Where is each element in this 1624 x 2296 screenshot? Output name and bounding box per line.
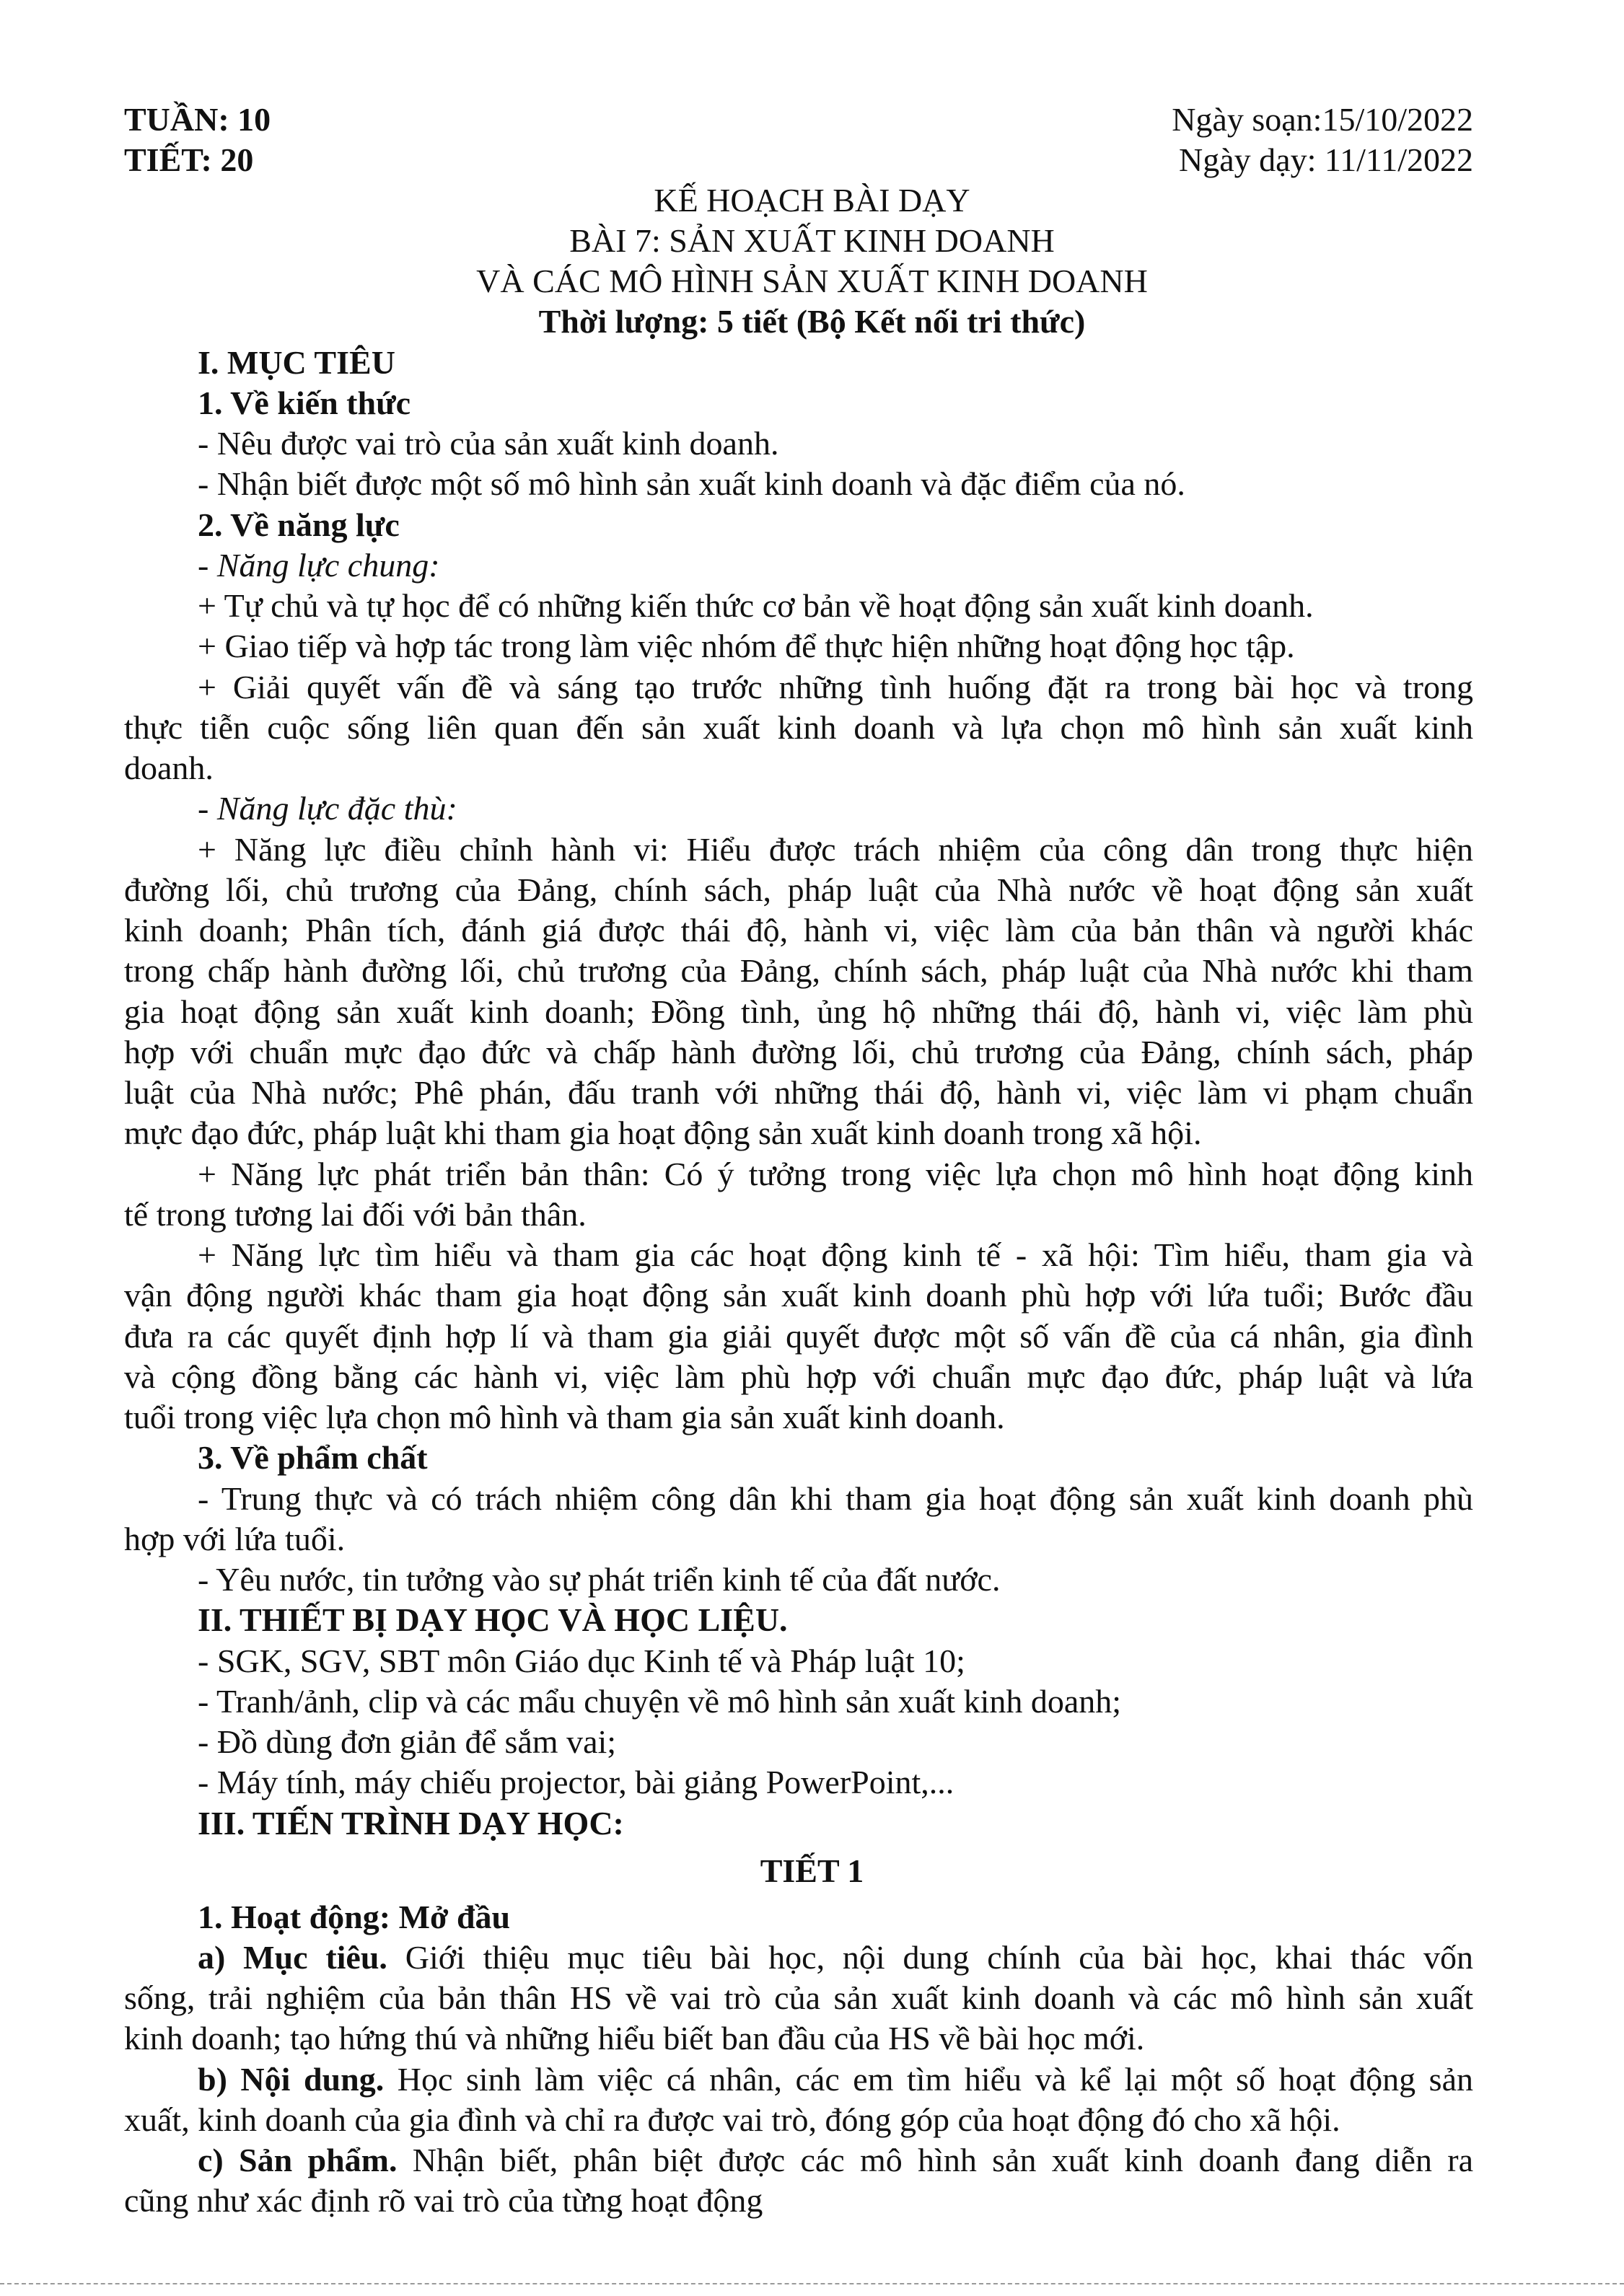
duration: Thời lượng: 5 tiết (Bộ Kết nối tri thức) xyxy=(538,303,1086,340)
paragraph-line: - Đồ dùng đơn giản để sắm vai; xyxy=(198,1723,617,1760)
section-heading: II. THIẾT BỊ DẠY HỌC VÀ HỌC LIỆU. xyxy=(198,1601,788,1638)
paragraph-line: tuổi trong việc lựa chọn mô hình và tham gia sản xuất kinh doanh. xyxy=(124,1399,1005,1435)
paragraph-line: doanh. xyxy=(124,749,214,786)
paragraph-line: gia hoạt động sản xuất kinh doanh; Đồng tình, ủng hộ những thái độ, hành vi, việc làm phù xyxy=(124,993,1473,1030)
paragraph-line: - Nhận biết được một số mô hình sản xuất kinh doanh và đặc điểm của nó. xyxy=(198,465,1185,502)
paragraph-line: và cộng đồng bằng các hành vi, việc làm phù hợp với chuẩn mực đạo đức, pháp luật và lứa xyxy=(124,1358,1473,1395)
italic-subheading: - Năng lực đặc thù: xyxy=(198,790,457,827)
paragraph-line: cũng như xác định rõ vai trò của từng hoạt động xyxy=(124,2182,763,2219)
paragraph-line: sống, trải nghiệm của bản thân HS về vai trò của sản xuất kinh doanh và các mô hình sản xuất xyxy=(124,1979,1473,2016)
subsection-heading: 3. Về phẩm chất xyxy=(198,1439,428,1476)
paragraph-line: - Yêu nước, tin tưởng vào sự phát triển kinh tế của đất nước. xyxy=(198,1561,1001,1598)
subsection-heading: 1. Về kiến thức xyxy=(198,384,411,421)
paragraph-line: - Máy tính, máy chiếu projector, bài giảng PowerPoint,... xyxy=(198,1764,954,1800)
footer-divider xyxy=(0,2283,1624,2284)
paragraph-line: xuất, kinh doanh của gia đình và chỉ ra được vai trò, đóng góp của hoạt động đó cho xã hội. xyxy=(124,2101,1340,2138)
product-label: c) Sản phẩm. xyxy=(198,2142,398,2178)
paragraph-line: đường lối, chủ trương của Đảng, chính sách, pháp luật của Nhà nước về hoạt động sản xuất xyxy=(124,871,1473,908)
week-label: TUẦN: 10 xyxy=(124,101,271,138)
document-title: KẾ HOẠCH BÀI DẠY xyxy=(654,182,970,219)
paragraph-line xyxy=(198,2059,1473,2100)
paragraph-line: - Tranh/ảnh, clip và các mẩu chuyện về mô hình sản xuất kinh doanh; xyxy=(198,1683,1122,1720)
subsection-heading: 2. Về năng lực xyxy=(198,506,400,543)
paragraph-line: đưa ra các quyết định hợp lí và tham gia giải quyết được một số vấn đề của cá nhân, gia đình xyxy=(124,1318,1473,1355)
paragraph-line: + Năng lực phát triển bản thân: Có ý tưởng trong việc lựa chọn mô hình hoạt động kinh xyxy=(198,1156,1473,1192)
product-text: Nhận biết, phân biệt được các mô hình sản xuất kinh doanh đang diễn ra xyxy=(397,2142,1473,2178)
section-heading: I. MỤC TIÊU xyxy=(198,344,395,381)
paragraph-line xyxy=(198,1937,1473,1978)
paragraph-line: vận động người khác tham gia hoạt động sản xuất kinh doanh phù hợp với lứa tuổi; Bước đầu xyxy=(124,1277,1473,1314)
period-label: TIẾT: 20 xyxy=(124,141,254,178)
paragraph-line: hợp với chuẩn mực đạo đức và chấp hành đường lối, chủ trương của Đảng, chính sách, pháp xyxy=(124,1034,1473,1070)
content-text: Học sinh làm việc cá nhân, các em tìm hiểu và kể lại một số hoạt động sản xyxy=(384,2061,1474,2098)
content-label: b) Nội dung. xyxy=(198,2061,385,2098)
paragraph-line: tế trong tương lai đối với bản thân. xyxy=(124,1196,587,1233)
lesson-title-cont: VÀ CÁC MÔ HÌNH SẢN XUẤT KINH DOANH xyxy=(476,263,1148,299)
objective-text: Giới thiệu mục tiêu bài học, nội dung chính của bài học, khai thác vốn xyxy=(387,1939,1473,1976)
section-heading: III. TIẾN TRÌNH DẠY HỌC: xyxy=(198,1805,624,1842)
paragraph-line: kinh doanh; Phân tích, đánh giá được thái độ, hành vi, việc làm của bản thân và người khác xyxy=(124,912,1473,949)
paragraph-line: + Tự chủ và tự học để có những kiến thức cơ bản về hoạt động sản xuất kinh doanh. xyxy=(198,587,1314,624)
paragraph-line: + Giải quyết vấn đề và sáng tạo trước những tình huống đặt ra trong bài học và trong xyxy=(198,669,1473,705)
paragraph-line: mực đạo đức, pháp luật khi tham gia hoạt động sản xuất kinh doanh trong xã hội. xyxy=(124,1114,1202,1151)
prep-date: Ngày soạn:15/10/2022 xyxy=(1172,101,1473,138)
paragraph-line: kinh doanh; tạo hứng thú và những hiểu biết ban đầu của HS về bài học mới. xyxy=(124,2020,1145,2057)
paragraph-line: + Năng lực tìm hiểu và tham gia các hoạt động kinh tế - xã hội: Tìm hiểu, tham gia và xyxy=(198,1236,1473,1273)
period-heading: TIẾT 1 xyxy=(760,1852,864,1889)
paragraph-line: - SGK, SGV, SBT môn Giáo dục Kinh tế và Pháp luật 10; xyxy=(198,1642,965,1679)
paragraph-line: trong chấp hành đường lối, chủ trương của Đảng, chính sách, pháp luật của Nhà nước khi tham xyxy=(124,952,1473,989)
paragraph-line: + Năng lực điều chỉnh hành vi: Hiểu được trách nhiệm của công dân trong thực hiện xyxy=(198,831,1473,868)
paragraph-line: - Trung thực và có trách nhiệm công dân khi tham gia hoạt động sản xuất kinh doanh phù xyxy=(198,1480,1473,1517)
objective-label: a) Mục tiêu. xyxy=(198,1939,387,1976)
paragraph-line: + Giao tiếp và hợp tác trong làm việc nhóm để thực hiện những hoạt động học tập. xyxy=(198,628,1295,664)
activity-heading: 1. Hoạt động: Mở đầu xyxy=(198,1899,511,1935)
paragraph-line: thực tiễn cuộc sống liên quan đến sản xuất kinh doanh và lựa chọn mô hình sản xuất kinh xyxy=(124,709,1473,746)
paragraph-line: - Nêu được vai trò của sản xuất kinh doanh. xyxy=(198,425,779,462)
paragraph-line xyxy=(198,2140,1473,2181)
italic-subheading: - Năng lực chung: xyxy=(198,547,440,584)
teach-date: Ngày dạy: 11/11/2022 xyxy=(1179,141,1473,178)
paragraph-line: luật của Nhà nước; Phê phán, đấu tranh với những thái độ, hành vi, việc làm vi phạm chuẩn xyxy=(124,1074,1473,1111)
paragraph-line: hợp với lứa tuổi. xyxy=(124,1521,346,1557)
lesson-title: BÀI 7: SẢN XUẤT KINH DOANH xyxy=(569,222,1055,259)
